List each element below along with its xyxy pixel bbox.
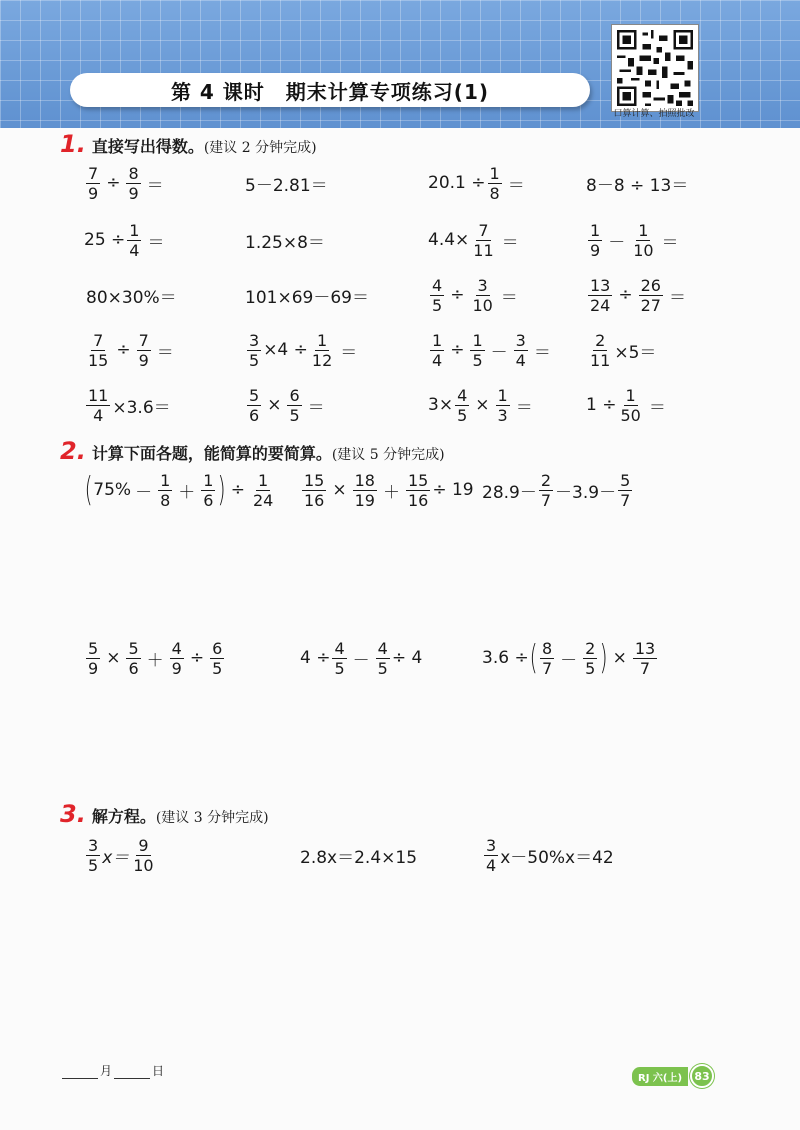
section-1-heading: [60, 130, 317, 158]
page-badge: [632, 1064, 714, 1088]
qr-code-icon: [614, 27, 696, 109]
date-line: [60, 1062, 164, 1079]
day-blank[interactable]: [114, 1068, 150, 1079]
section-hint: (建议 3 分钟完成): [155, 810, 269, 826]
section-title: 解方程。: [91, 807, 156, 826]
section-title: 计算下面各题，能简算的要简算。: [91, 444, 332, 463]
section-hint: (建议 5 分钟完成): [331, 447, 445, 463]
edition-label: RJ 六(上): [632, 1067, 688, 1086]
qr-code[interactable]: [612, 25, 698, 111]
page-title: 第 4 课时 期末计算专项练习(1): [70, 73, 590, 107]
month-blank[interactable]: [62, 1068, 98, 1079]
section-title: 直接写出得数。: [91, 137, 204, 156]
section-2-heading: [60, 437, 445, 465]
section-number: 3.: [60, 800, 86, 828]
day-label: 日: [152, 1064, 165, 1078]
page-number: 83: [690, 1064, 714, 1088]
section-3-heading: [60, 800, 269, 828]
section-number: 1.: [60, 130, 86, 158]
section-hint: (建议 2 分钟完成): [203, 140, 317, 156]
section-number: 2.: [60, 437, 86, 465]
month-label: 月: [100, 1064, 113, 1078]
qr-label: 口算计算、拍照批改: [613, 109, 695, 119]
